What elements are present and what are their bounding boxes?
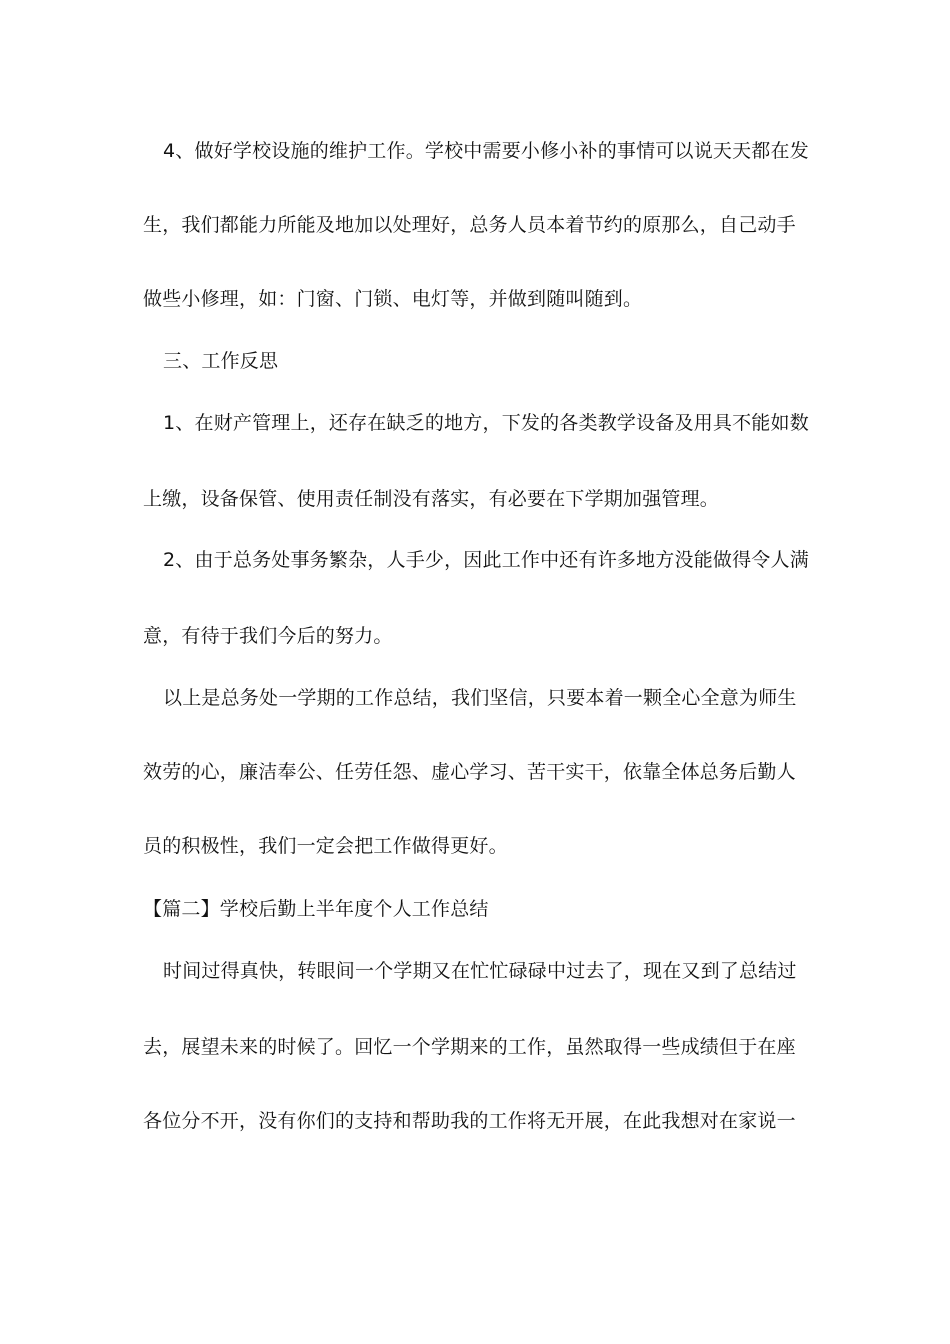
reflection-1-line-1: 1、在财产管理上，还存在缺乏的地方，下发的各类教学设备及用具不能如数 [163, 412, 809, 434]
paragraph-4-line-3: 做些小修理，如：门窗、门锁、电灯等，并做到随叫随到。 [143, 288, 643, 310]
article-two-line-3: 各位分不开，没有你们的支持和帮助我的工作将无开展，在此我想对在家说一 [143, 1110, 796, 1132]
article-two-line-2: 去，展望未来的时候了。回忆一个学期来的工作，虽然取得一些成绩但于在座 [143, 1036, 796, 1058]
article-two-line-1: 时间过得真快，转眼间一个学期又在忙忙碌碌中过去了，现在又到了总结过 [163, 960, 797, 982]
article-two-title: 【篇二】学校后勤上半年度个人工作总结 [143, 898, 489, 920]
reflection-1-line-2: 上缴，设备保管、使用责任制没有落实，有必要在下学期加强管理。 [143, 488, 720, 510]
paragraph-4-line-1: 4、做好学校设施的维护工作。学校中需要小修小补的事情可以说天天都在发 [163, 140, 809, 162]
conclusion-line-1: 以上是总务处一学期的工作总结，我们坚信，只要本着一颗全心全意为师生 [163, 687, 797, 709]
reflection-2-line-1: 2、由于总务处事务繁杂，人手少，因此工作中还有许多地方没能做得令人满 [163, 549, 809, 571]
reflection-2-line-2: 意，有待于我们今后的努力。 [143, 625, 393, 647]
paragraph-4-line-2: 生，我们都能力所能及地加以处理好，总务人员本着节约的原那么，自己动手 [143, 214, 796, 236]
section-heading-work-reflection: 三、工作反思 [163, 350, 279, 372]
conclusion-line-3: 员的积极性，我们一定会把工作做得更好。 [143, 835, 508, 857]
conclusion-line-2: 效劳的心，廉洁奉公、任劳任怨、虚心学习、苦干实干，依靠全体总务后勤人 [143, 761, 796, 783]
